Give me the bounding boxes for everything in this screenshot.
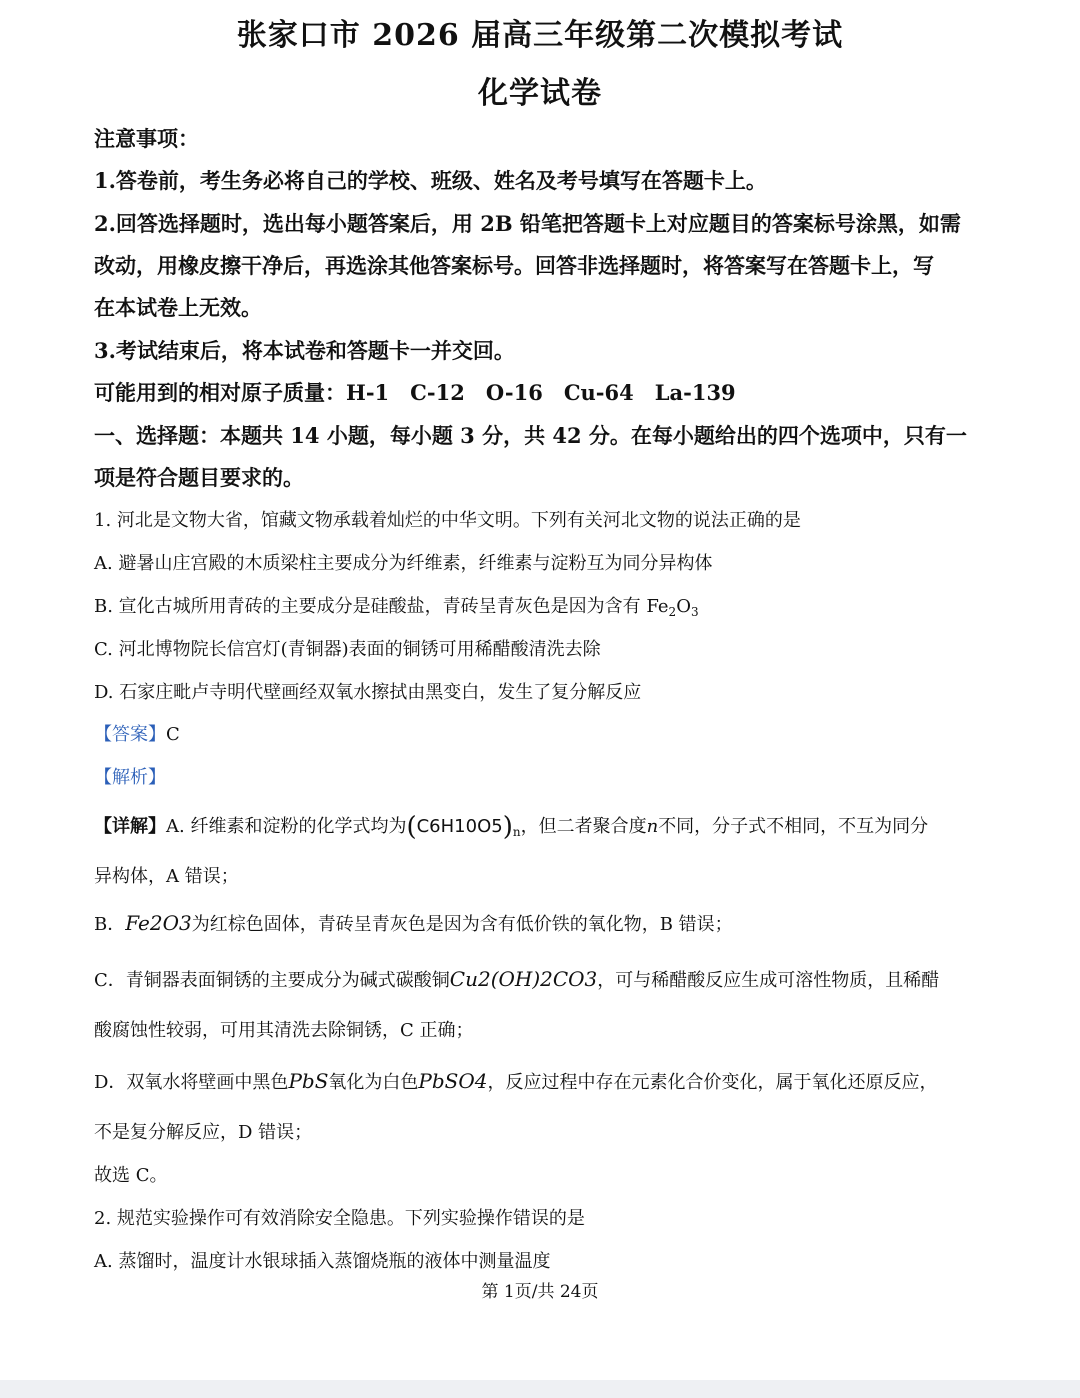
detail-c-line-2: 酸腐蚀性较弱，可用其清洗去除铜锈，C 正确； (94, 1020, 474, 1041)
page-number: 第 1页/共 24页 (481, 1282, 599, 1302)
question-2-option-a: A. 蒸馏时，温度计水银球插入蒸馏烧瓶的液体中测量温度 (94, 1251, 551, 1272)
question-2-stem: 2. 规范实验操作可有效消除安全隐患。下列实验操作错误的是 (94, 1208, 585, 1229)
answer-row (94, 720, 180, 746)
detail-c-line-1: C．青铜器表面铜锈的主要成分为碱式碳酸铜Cu2(OH)2CO3，可与稀醋酸反应生成可溶性物质，且稀醋 (94, 967, 940, 991)
question-1-option-a: A. 避暑山庄宫殿的木质梁柱主要成分为纤维素，纤维素与淀粉互为同分异构体 (94, 553, 713, 574)
question-1-option-d: D. 石家庄毗卢寺明代壁画经双氧水擦拭由黑变白，发生了复分解反应 (94, 682, 642, 703)
section-1-heading-line-1: 一、选择题：本题共 14 小题，每小题 3 分，共 42 分。在每小题给出的四个选项中，只有一 (94, 423, 967, 448)
formula-fe2o3: Fe2O3 (125, 911, 192, 935)
question-1-option-b: B. 宣化古城所用青砖的主要成分是硅酸盐，青砖呈青灰色是因为含有 $Fe_2O_3$ (94, 596, 699, 619)
analysis-tag: 【解析】 (94, 767, 166, 788)
formula-c6h10o5: C6H10O5 (416, 816, 503, 837)
detail-a-line-1: 【详解】A. 纤维素和淀粉的化学式均为$(C6H10O5)_n$，但二者聚合度n不同，分子式不相同，不互为同分 (94, 812, 929, 842)
subject-title: 化学试卷 (478, 76, 602, 111)
exam-title: 张家口市 2026 届高三年级第二次模拟考试 (236, 18, 844, 53)
notice-item-2-line-2: 改动，用橡皮擦干净后，再选涂其他答案标号。回答非选择题时，将答案写在答题卡上，写 (94, 253, 934, 278)
question-1-stem: 1. 河北是文物大省，馆藏文物承载着灿烂的中华文明。下列有关河北文物的说法正确的是 (94, 510, 801, 531)
answer-value: C (166, 724, 180, 745)
conclusion: 故选 C。 (94, 1165, 168, 1186)
notice-item-1: 1.答卷前，考生务必将自己的学校、班级、姓名及考号填写在答题卡上。 (94, 168, 767, 193)
page-bottom-edge (0, 1380, 1080, 1398)
question-1-option-c: C. 河北博物院长信宫灯(青铜器)表面的铜锈可用稀醋酸清洗去除 (94, 639, 601, 660)
notice-heading: 注意事项： (94, 126, 199, 151)
notice-item-2-line-3: 在本试卷上无效。 (94, 295, 262, 320)
section-1-heading-line-2: 项是符合题目要求的。 (94, 465, 304, 490)
detail-b: B．Fe2O3为红棕色固体，青砖呈青灰色是因为含有低价铁的氧化物，B 错误； (94, 911, 733, 935)
atomic-masses: 可能用到的相对原子质量：H-1 C-12 O-16 Cu-64 La-139 (94, 380, 736, 405)
detail-d-line-2: 不是复分解反应，D 错误； (94, 1122, 313, 1143)
notice-item-3: 3.考试结束后，将本试卷和答题卡一并交回。 (94, 338, 515, 363)
detail-a-line-2: 异构体，A 错误； (94, 866, 239, 887)
detail-d-line-1: D．双氧水将壁画中黑色PbS氧化为白色PbSO4，反应过程中存在元素化合价变化，属于氧化还原反应， (94, 1069, 938, 1093)
formula-basic-copper-carbonate: Cu2(OH)2CO3 (449, 967, 598, 991)
formula-pbs: PbS (288, 1069, 329, 1093)
answer-tag: 【答案】 (94, 724, 166, 745)
formula-pbso4: PbSO4 (418, 1069, 488, 1093)
notice-item-2-line-1: 2.回答选择题时，选出每小题答案后，用 2B 铅笔把答题卡上对应题目的答案标号涂黑，如需 (94, 211, 961, 236)
